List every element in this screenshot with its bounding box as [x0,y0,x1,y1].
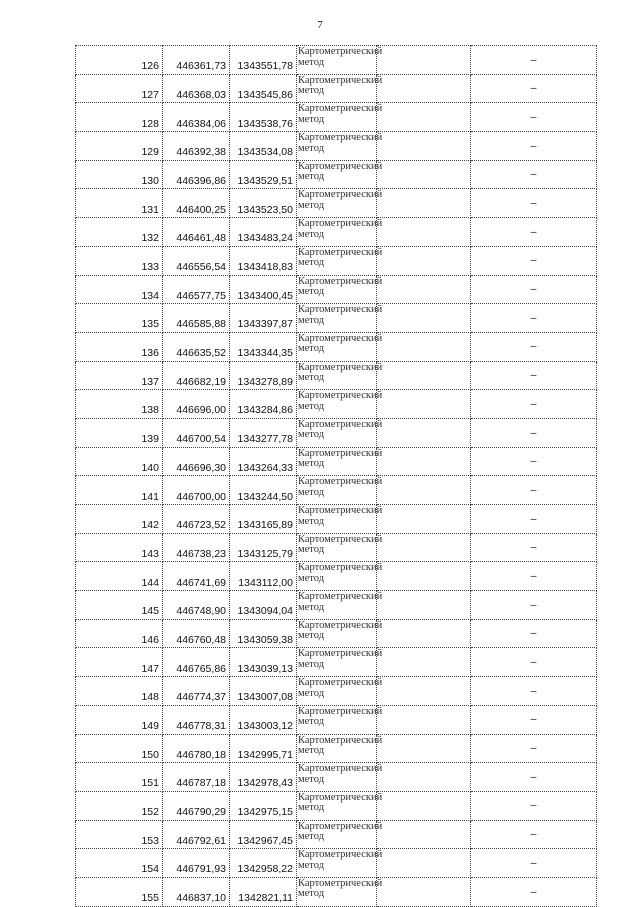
x-coordinate-cell: 446396,86 [163,160,230,189]
x-coordinate-cell: 446577,75 [163,275,230,304]
empty-cell [377,820,471,849]
point-number-cell: 134 [76,275,163,304]
note-cell: – [471,361,597,390]
y-coordinate-cell: 1342975,15 [230,791,297,820]
method-text: Картометрический метод [298,562,383,584]
table-row [76,189,597,218]
point-number-cell: 126 [76,46,163,75]
empty-cell [377,246,471,275]
method-cell [297,447,383,476]
note-cell: – [471,332,597,361]
empty-cell [377,505,471,534]
method-text: Картометрический метод [298,275,383,297]
note-cell: – [471,447,597,476]
method-cell [297,734,383,763]
empty-cell [377,791,471,820]
point-number-cell: 139 [76,418,163,447]
table-row [76,246,597,275]
method-cell [297,74,383,103]
table-row [76,505,597,534]
x-coordinate-cell: 446585,88 [163,304,230,333]
empty-cell [377,849,471,878]
note-cell: – [471,390,597,419]
note-cell: – [471,246,597,275]
empty-cell [377,189,471,218]
note-cell: – [471,275,597,304]
y-coordinate-cell: 1343112,00 [230,562,297,591]
x-coordinate-cell: 446748,90 [163,591,230,620]
method-text: Картометрический метод [298,332,383,355]
table-row [76,648,597,677]
empty-cell [377,418,471,447]
table-row [76,332,597,361]
y-coordinate-cell: 1343400,45 [230,275,297,304]
empty-cell [377,648,471,677]
point-number-cell: 150 [76,734,163,763]
y-coordinate-cell: 1343094,04 [230,591,297,620]
empty-cell [377,705,471,734]
empty-cell [377,390,471,419]
x-coordinate-cell: 446696,30 [163,447,230,476]
method-cell [297,677,383,706]
table-row [76,361,597,390]
table-row [76,791,597,820]
empty-cell [377,103,471,132]
point-number-cell: 151 [76,763,163,792]
note-cell: – [471,820,597,849]
method-cell [297,562,383,591]
x-coordinate-cell: 446400,25 [163,189,230,218]
method-text: Картометрический метод [298,103,383,125]
note-cell: – [471,418,597,447]
note-cell: – [471,46,597,75]
y-coordinate-cell: 1343545,86 [230,74,297,103]
table-row [76,447,597,476]
note-cell: – [471,476,597,505]
point-number-cell: 135 [76,304,163,333]
x-coordinate-cell: 446700,00 [163,476,230,505]
note-cell: – [471,218,597,247]
point-number-cell: 153 [76,820,163,849]
point-number-cell: 155 [76,877,163,906]
method-cell [297,591,383,620]
coordinates-table [75,45,597,907]
empty-cell [377,46,471,75]
point-number-cell: 133 [76,246,163,275]
point-number-cell: 132 [76,218,163,247]
note-cell: – [471,74,597,103]
method-text: Картометрический метод [298,390,383,412]
table-row [76,46,597,75]
x-coordinate-cell: 446774,37 [163,677,230,706]
empty-cell [377,476,471,505]
table-row [76,562,597,591]
empty-cell [377,677,471,706]
method-text: Картометрический метод [298,476,383,498]
note-cell: – [471,763,597,792]
empty-cell [377,619,471,648]
empty-cell [377,74,471,103]
x-coordinate-cell: 446723,52 [163,505,230,534]
method-text: Картометрический метод [298,763,383,785]
y-coordinate-cell: 1343277,78 [230,418,297,447]
method-cell [297,533,383,562]
note-cell: – [471,677,597,706]
point-number-cell: 143 [76,533,163,562]
empty-cell [377,734,471,763]
table-row [76,218,597,247]
table-row [76,849,597,878]
method-cell [297,763,383,792]
point-number-cell: 128 [76,103,163,132]
method-text: Картометрический метод [298,132,383,154]
x-coordinate-cell: 446635,52 [163,332,230,361]
y-coordinate-cell: 1342967,45 [230,820,297,849]
empty-cell [377,562,471,591]
method-text: Картометрический метод [298,418,383,441]
method-text: Картометрический метод [298,677,383,699]
method-cell [297,332,383,361]
method-text: Картометрический метод [298,74,383,97]
y-coordinate-cell: 1342958,22 [230,849,297,878]
method-cell [297,877,383,906]
method-cell [297,132,383,161]
method-text: Картометрический метод [298,734,383,756]
y-coordinate-cell: 1343264,33 [230,447,297,476]
y-coordinate-cell: 1343125,79 [230,533,297,562]
method-cell [297,418,383,447]
table-row [76,390,597,419]
method-cell [297,103,383,132]
note-cell: – [471,533,597,562]
note-cell: – [471,849,597,878]
x-coordinate-cell: 446392,38 [163,132,230,161]
method-cell [297,619,383,648]
x-coordinate-cell: 446778,31 [163,705,230,734]
note-cell: – [471,160,597,189]
note-cell: – [471,103,597,132]
table-row [76,275,597,304]
method-cell [297,705,383,734]
point-number-cell: 142 [76,505,163,534]
note-cell: – [471,791,597,820]
method-text: Картометрический метод [298,189,383,211]
point-number-cell: 131 [76,189,163,218]
method-cell [297,820,383,849]
y-coordinate-cell: 1343529,51 [230,160,297,189]
point-number-cell: 146 [76,619,163,648]
method-cell [297,160,383,189]
y-coordinate-cell: 1343244,50 [230,476,297,505]
method-cell [297,304,383,333]
method-text: Картометрический метод [298,648,383,670]
point-number-cell: 154 [76,849,163,878]
empty-cell [377,763,471,792]
method-text: Картометрический метод [298,591,383,613]
note-cell: – [471,619,597,648]
y-coordinate-cell: 1343278,89 [230,361,297,390]
method-text: Картометрический метод [298,505,383,527]
method-cell [297,791,383,820]
x-coordinate-cell: 446700,54 [163,418,230,447]
table-row [76,877,597,906]
method-cell [297,648,383,677]
y-coordinate-cell: 1343397,87 [230,304,297,333]
x-coordinate-cell: 446556,54 [163,246,230,275]
table-row [76,591,597,620]
table-row [76,132,597,161]
method-text: Картометрический метод [298,619,383,642]
x-coordinate-cell: 446738,23 [163,533,230,562]
note-cell: – [471,591,597,620]
x-coordinate-cell: 446780,18 [163,734,230,763]
table-row [76,677,597,706]
note-cell: – [471,705,597,734]
point-number-cell: 147 [76,648,163,677]
point-number-cell: 129 [76,132,163,161]
table-row [76,160,597,189]
y-coordinate-cell: 1342978,43 [230,763,297,792]
method-text: Картометрический метод [298,160,383,183]
method-cell [297,361,383,390]
x-coordinate-cell: 446682,19 [163,361,230,390]
empty-cell [377,160,471,189]
method-text: Картометрический метод [298,820,383,843]
table-row [76,74,597,103]
point-number-cell: 127 [76,74,163,103]
method-cell [297,46,383,75]
point-number-cell: 148 [76,677,163,706]
page-number: 7 [317,19,323,31]
note-cell: – [471,562,597,591]
point-number-cell: 130 [76,160,163,189]
empty-cell [377,877,471,906]
x-coordinate-cell: 446696,00 [163,390,230,419]
x-coordinate-cell: 446461,48 [163,218,230,247]
table-row [76,734,597,763]
method-cell [297,849,383,878]
point-number-cell: 137 [76,361,163,390]
y-coordinate-cell: 1343284,86 [230,390,297,419]
table-row [76,705,597,734]
y-coordinate-cell: 1343039,13 [230,648,297,677]
empty-cell [377,361,471,390]
point-number-cell: 145 [76,591,163,620]
y-coordinate-cell: 1343523,50 [230,189,297,218]
table-row [76,533,597,562]
point-number-cell: 144 [76,562,163,591]
x-coordinate-cell: 446791,93 [163,849,230,878]
x-coordinate-cell: 446741,69 [163,562,230,591]
table-row [76,103,597,132]
y-coordinate-cell: 1343551,78 [230,46,297,75]
method-text: Картометрический метод [298,246,383,269]
x-coordinate-cell: 446384,06 [163,103,230,132]
x-coordinate-cell: 446760,48 [163,619,230,648]
empty-cell [377,591,471,620]
method-text: Картометрический метод [298,361,383,384]
table-row [76,820,597,849]
x-coordinate-cell: 446837,10 [163,877,230,906]
y-coordinate-cell: 1343534,08 [230,132,297,161]
point-number-cell: 152 [76,791,163,820]
x-coordinate-cell: 446361,73 [163,46,230,75]
empty-cell [377,275,471,304]
empty-cell [377,132,471,161]
x-coordinate-cell: 446792,61 [163,820,230,849]
method-cell [297,275,383,304]
y-coordinate-cell: 1343538,76 [230,103,297,132]
method-text: Картометрический метод [298,46,383,68]
point-number-cell: 138 [76,390,163,419]
method-text: Картометрический метод [298,304,383,326]
note-cell: – [471,648,597,677]
method-text: Картометрический метод [298,533,383,556]
note-cell: – [471,304,597,333]
table-row [76,304,597,333]
method-text: Картометрический метод [298,705,383,728]
y-coordinate-cell: 1343003,12 [230,705,297,734]
y-coordinate-cell: 1343418,83 [230,246,297,275]
table-row [76,763,597,792]
y-coordinate-cell: 1342995,71 [230,734,297,763]
y-coordinate-cell: 1343165,89 [230,505,297,534]
x-coordinate-cell: 446368,03 [163,74,230,103]
method-cell [297,246,383,275]
note-cell: – [471,877,597,906]
y-coordinate-cell: 1343483,24 [230,218,297,247]
point-number-cell: 136 [76,332,163,361]
y-coordinate-cell: 1342821,11 [230,877,297,906]
method-cell [297,390,383,419]
x-coordinate-cell: 446765,86 [163,648,230,677]
method-text: Картометрический метод [298,218,383,240]
table-row [76,619,597,648]
method-cell [297,189,383,218]
empty-cell [377,304,471,333]
method-cell [297,505,383,534]
y-coordinate-cell: 1343059,38 [230,619,297,648]
note-cell: – [471,734,597,763]
empty-cell [377,332,471,361]
note-cell: – [471,505,597,534]
x-coordinate-cell: 446787,18 [163,763,230,792]
y-coordinate-cell: 1343344,35 [230,332,297,361]
table-row [76,418,597,447]
empty-cell [377,218,471,247]
note-cell: – [471,189,597,218]
empty-cell [377,447,471,476]
method-cell [297,218,383,247]
method-text: Картометрический метод [298,447,383,470]
point-number-cell: 149 [76,705,163,734]
note-cell: – [471,132,597,161]
method-cell [297,476,383,505]
y-coordinate-cell: 1343007,08 [230,677,297,706]
coordinates-table-body [76,46,597,907]
point-number-cell: 141 [76,476,163,505]
method-text: Картометрический метод [298,849,383,871]
method-text: Картометрический метод [298,877,383,900]
table-row [76,476,597,505]
empty-cell [377,533,471,562]
method-text: Картометрический метод [298,791,383,814]
point-number-cell: 140 [76,447,163,476]
x-coordinate-cell: 446790,29 [163,791,230,820]
